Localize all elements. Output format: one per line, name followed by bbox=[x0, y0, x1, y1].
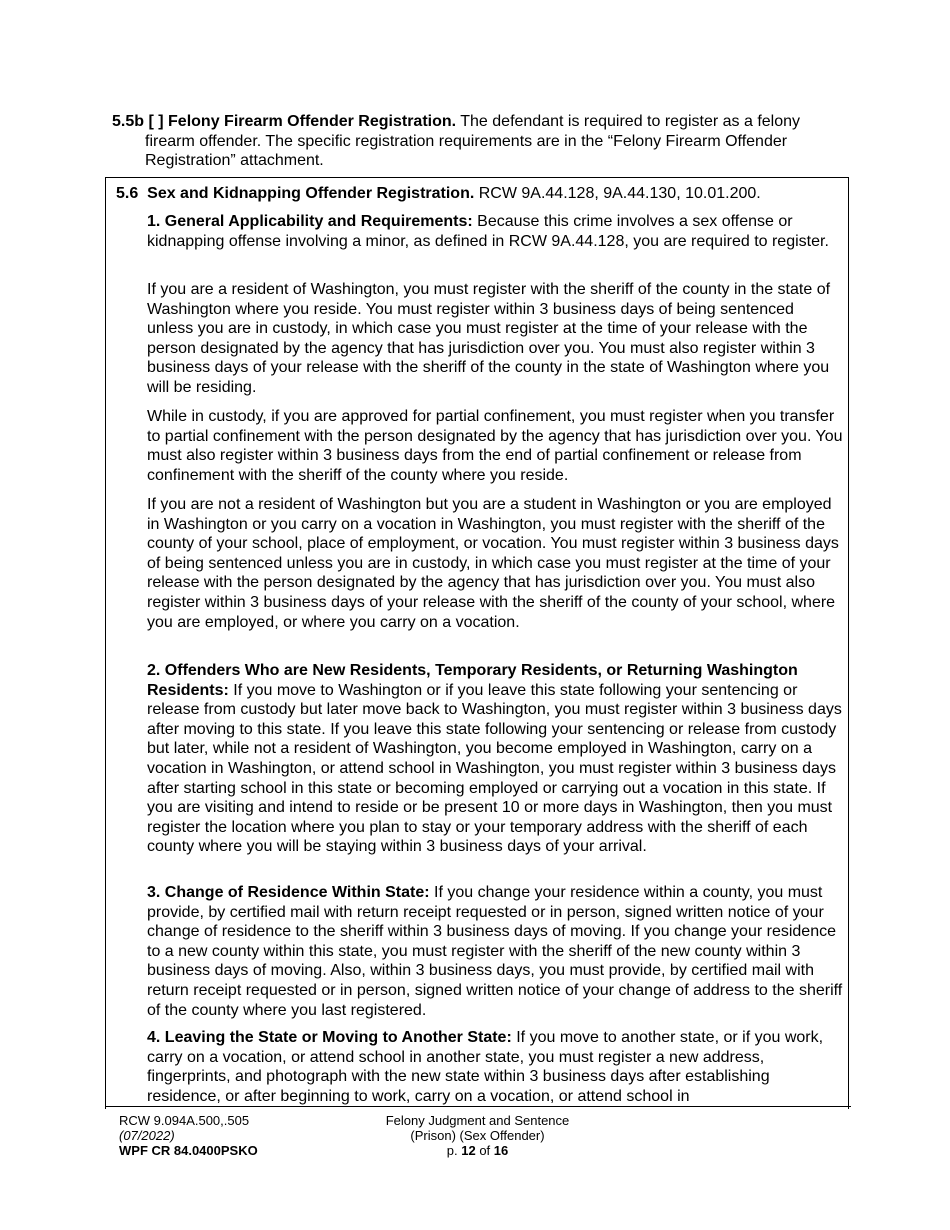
paragraph-resident bbox=[147, 280, 843, 398]
section-5-5b-title: Felony Firearm Offender Registration. bbox=[168, 113, 457, 130]
footer-page-total: 16 bbox=[493, 1143, 509, 1158]
footer-page-number bbox=[360, 1143, 595, 1158]
item-1-general-applicability bbox=[147, 212, 843, 251]
item-3-title: 3. Change of Residence Within State: bbox=[147, 884, 430, 901]
section-5-6-title: Sex and Kidnapping Offender Registration. bbox=[147, 185, 475, 202]
item-1-text: Because this crime involves a sex offense or kidnapping offense involving a minor, as defined in RCW 9A.44.128, you are required to register. bbox=[147, 213, 829, 250]
footer-left bbox=[119, 1113, 258, 1158]
paragraph-nonresident bbox=[147, 495, 843, 632]
box-bottom-rule bbox=[105, 1106, 851, 1107]
paragraph-custody bbox=[147, 407, 843, 485]
section-5-6-heading bbox=[116, 184, 761, 204]
item-1-title: 1. General Applicability and Requirements: bbox=[147, 213, 473, 230]
item-2-new-residents bbox=[147, 661, 843, 857]
paragraph-resident-text: If you are a resident of Washington, you must register with the sheriff of the county in the state of Washington where you reside. You must register within 3 business days of being sentenced unless you are in custody, in which case you must register at the time of your release with the person designated by the agency that has jurisdiction over you. You must also register within 3 business days of your release with the sheriff of the county in the state of Washington where you will be residing. bbox=[147, 281, 831, 396]
item-4-text: If you move to another state, or if you work, carry on a vocation, or attend school in another state, you must register a new address, fingerprints, and photograph with the new state within 3 business days after establishing residence, or after beginning to work, carry on a vocation, or attend school in bbox=[147, 1029, 824, 1105]
paragraph-custody-text: While in custody, if you are approved for partial confinement, you must register when you transfer to partial confinement with the person designated by the agency that has jurisdiction over you. You must also register within 3 business days from the end of partial confinement or release from confinement with the sheriff of the county where you reside. bbox=[147, 408, 843, 484]
footer-rcw: RCW 9.094A.500,.505 bbox=[119, 1113, 250, 1128]
item-2-title: 2. Offenders Who are New Residents, Temporary Residents, or Returning Washington Residents: bbox=[147, 662, 798, 699]
section-5-5b-number: 5.5b bbox=[112, 113, 145, 130]
footer-subtitle: (Prison) (Sex Offender) bbox=[410, 1128, 545, 1143]
item-4-title: 4. Leaving the State or Moving to Another State: bbox=[147, 1029, 512, 1046]
footer-center bbox=[360, 1113, 595, 1158]
footer-page-current: 12 bbox=[461, 1143, 476, 1158]
paragraph-nonresident-text: If you are not a resident of Washington but you are a student in Washington or you are employed in Washington or you carry on a vocation in Washington, you must register with the sheriff of the county of your school, place of employment, or vocation. You must register within 3 business days of being sentenced unless you are in custody, in which case you must register at the time of your release with the person designated by the agency that has jurisdiction over you. You must also register within 3 business days of your release with the sheriff of the county of your school, where you are employed, or where you carry on a vocation. bbox=[147, 496, 839, 631]
footer-page-prefix: p. bbox=[446, 1143, 458, 1158]
section-5-5b-text: The defendant is required to register as a felony firearm offender. The specific registration requirements are in the “Felony Firearm Offender Registration” attachment. bbox=[145, 113, 801, 170]
item-3-text: If you change your residence within a county, you must provide, by certified mail with return receipt requested or in person, signed written notice of your change of residence to the sheriff within 3 business days of moving. If you change your residence to a new county within this state, you must register with the sheriff of the new county within 3 business days of moving. Also, within 3 business days, you must provide, by certified mail with return receipt requested or in person, signed written notice of your change of address to the sheriff of the county where you last registered. bbox=[147, 884, 843, 1019]
section-5-6-citation: RCW 9A.44.128, 9A.44.130, 10.01.200. bbox=[478, 185, 761, 202]
footer-page-of: of bbox=[479, 1143, 491, 1158]
item-3-change-of-residence bbox=[147, 883, 843, 1020]
section-5-5b-checkbox[interactable]: [ ] bbox=[148, 113, 164, 130]
section-5-6-number: 5.6 bbox=[116, 185, 139, 202]
footer-date: (07/2022) bbox=[119, 1128, 175, 1143]
section-5-6-box bbox=[105, 177, 849, 1109]
item-2-text: If you move to Washington or if you leave this state following your sentencing or release from custody but later move back to Washington, you must register within 3 business days after moving to this state. If you leave this state following your sentencing or release from custody but later, while not a resident of Washington, you become employed in Washington, carry on a vocation in Washington, or attend school in Washington, you must register within 3 business days after starting school in this state or becoming employed or carrying out a vocation in this state. If you are visiting and intend to reside or be present 10 or more days in Washington, then you must register the location where you plan to stay or your temporary address with the sheriff of each county where you will be staying within 3 business days of your arrival. bbox=[147, 681, 842, 856]
footer-form-id: WPF CR 84.0400PSKO bbox=[119, 1143, 258, 1158]
footer-title: Felony Judgment and Sentence bbox=[385, 1113, 570, 1128]
section-5-5b bbox=[112, 112, 812, 171]
item-4-leaving-state bbox=[147, 1028, 843, 1106]
